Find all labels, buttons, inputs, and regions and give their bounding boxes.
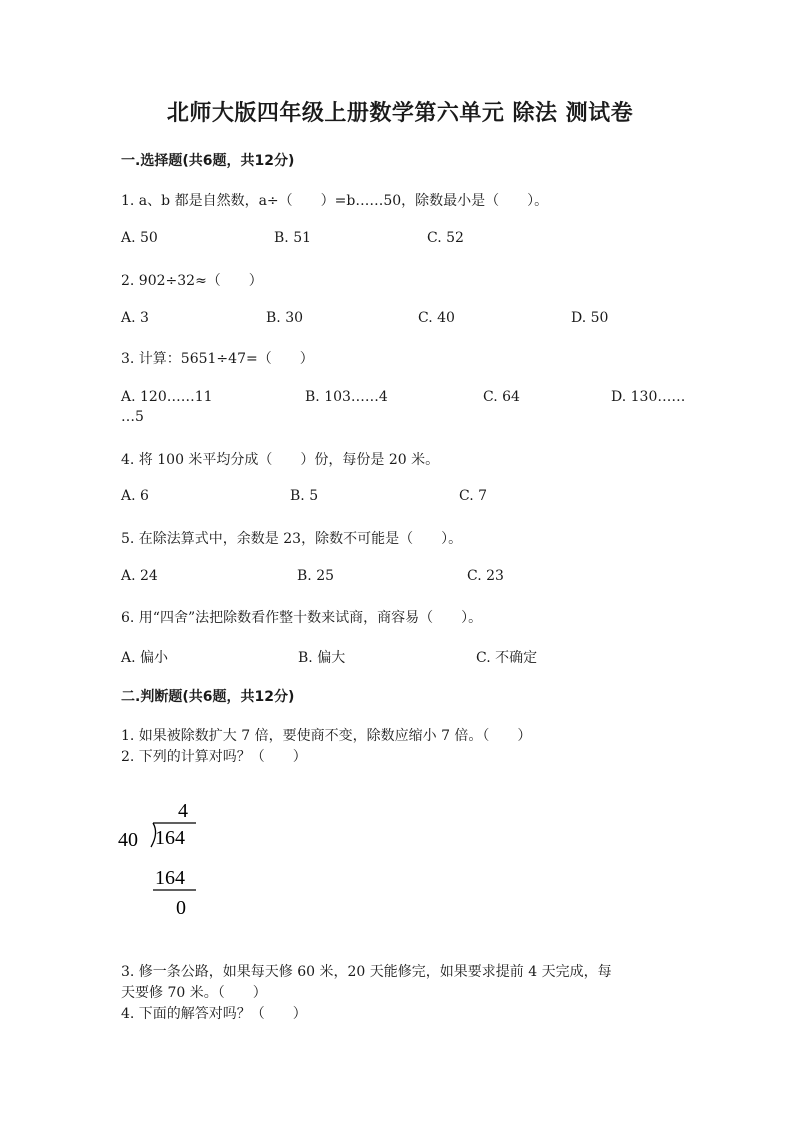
q4-option-a: A. 6 [121, 488, 149, 504]
judge-question-2: 2. 下列的计算对吗？（ ） [121, 749, 307, 765]
long-division-figure [118, 800, 208, 920]
question-1: 1. a、b 都是自然数，a÷（ ）=b……50，除数最小是（ ）。 [121, 193, 549, 209]
judge-question-1: 1. 如果被除数扩大 7 倍，要使商不变，除数应缩小 7 倍。（ ） [121, 728, 532, 744]
q2-option-a: A. 3 [121, 310, 149, 326]
q4-option-c: C. 7 [459, 488, 488, 504]
q3-option-d-wrap: …5 [121, 409, 144, 425]
q3-option-b: B. 103……4 [305, 389, 388, 405]
page-title: 北师大版四年级上册数学第六单元 除法 测试卷 [166, 101, 634, 126]
question-6: 6. 用“四舍”法把除数看作整十数来试商，商容易（ ）。 [121, 610, 483, 626]
question-2: 2. 902÷32≈（ ） [121, 273, 263, 289]
division-product: 164 [155, 867, 185, 889]
q6-option-a: A. 偏小 [121, 650, 169, 666]
question-5: 5. 在除法算式中，余数是 23，除数不可能是（ ）。 [121, 531, 463, 547]
q5-option-a: A. 24 [121, 568, 158, 584]
q3-option-d: D. 130…… [611, 389, 686, 405]
q2-option-b: B. 30 [266, 310, 304, 326]
question-4: 4. 将 100 米平均分成（ ）份，每份是 20 米。 [121, 452, 440, 468]
q5-option-b: B. 25 [297, 568, 335, 584]
q4-option-b: B. 5 [290, 488, 319, 504]
division-quotient: 4 [178, 800, 188, 822]
q2-option-d: D. 50 [571, 310, 609, 326]
judge-question-3: 3. 修一条公路，如果每天修 60 米，20 天能修完，如果要求提前 4 天完成，每 [121, 964, 612, 980]
q5-option-c: C. 23 [467, 568, 504, 584]
question-3: 3. 计算：5651÷47=（ ） [121, 351, 314, 367]
q3-option-c: C. 64 [483, 389, 520, 405]
q1-option-b: B. 51 [274, 230, 312, 246]
division-divisor: 40 [118, 829, 138, 851]
division-remainder: 0 [176, 897, 186, 919]
q3-option-a: A. 120……11 [121, 389, 213, 405]
section-heading-judge: 二.判断题(共6题，共12分) [121, 689, 295, 705]
division-dividend: 164 [155, 827, 185, 849]
q2-option-c: C. 40 [418, 310, 455, 326]
q1-option-a: A. 50 [121, 230, 158, 246]
judge-question-4: 4. 下面的解答对吗？（ ） [121, 1006, 307, 1022]
judge-question-3-continued: 天要修 70 米。（ ） [121, 985, 267, 1001]
section-heading-choice: 一.选择题(共6题，共12分) [121, 153, 295, 169]
q1-option-c: C. 52 [427, 230, 464, 246]
q6-option-c: C. 不确定 [476, 650, 538, 666]
q6-option-b: B. 偏大 [298, 650, 346, 666]
